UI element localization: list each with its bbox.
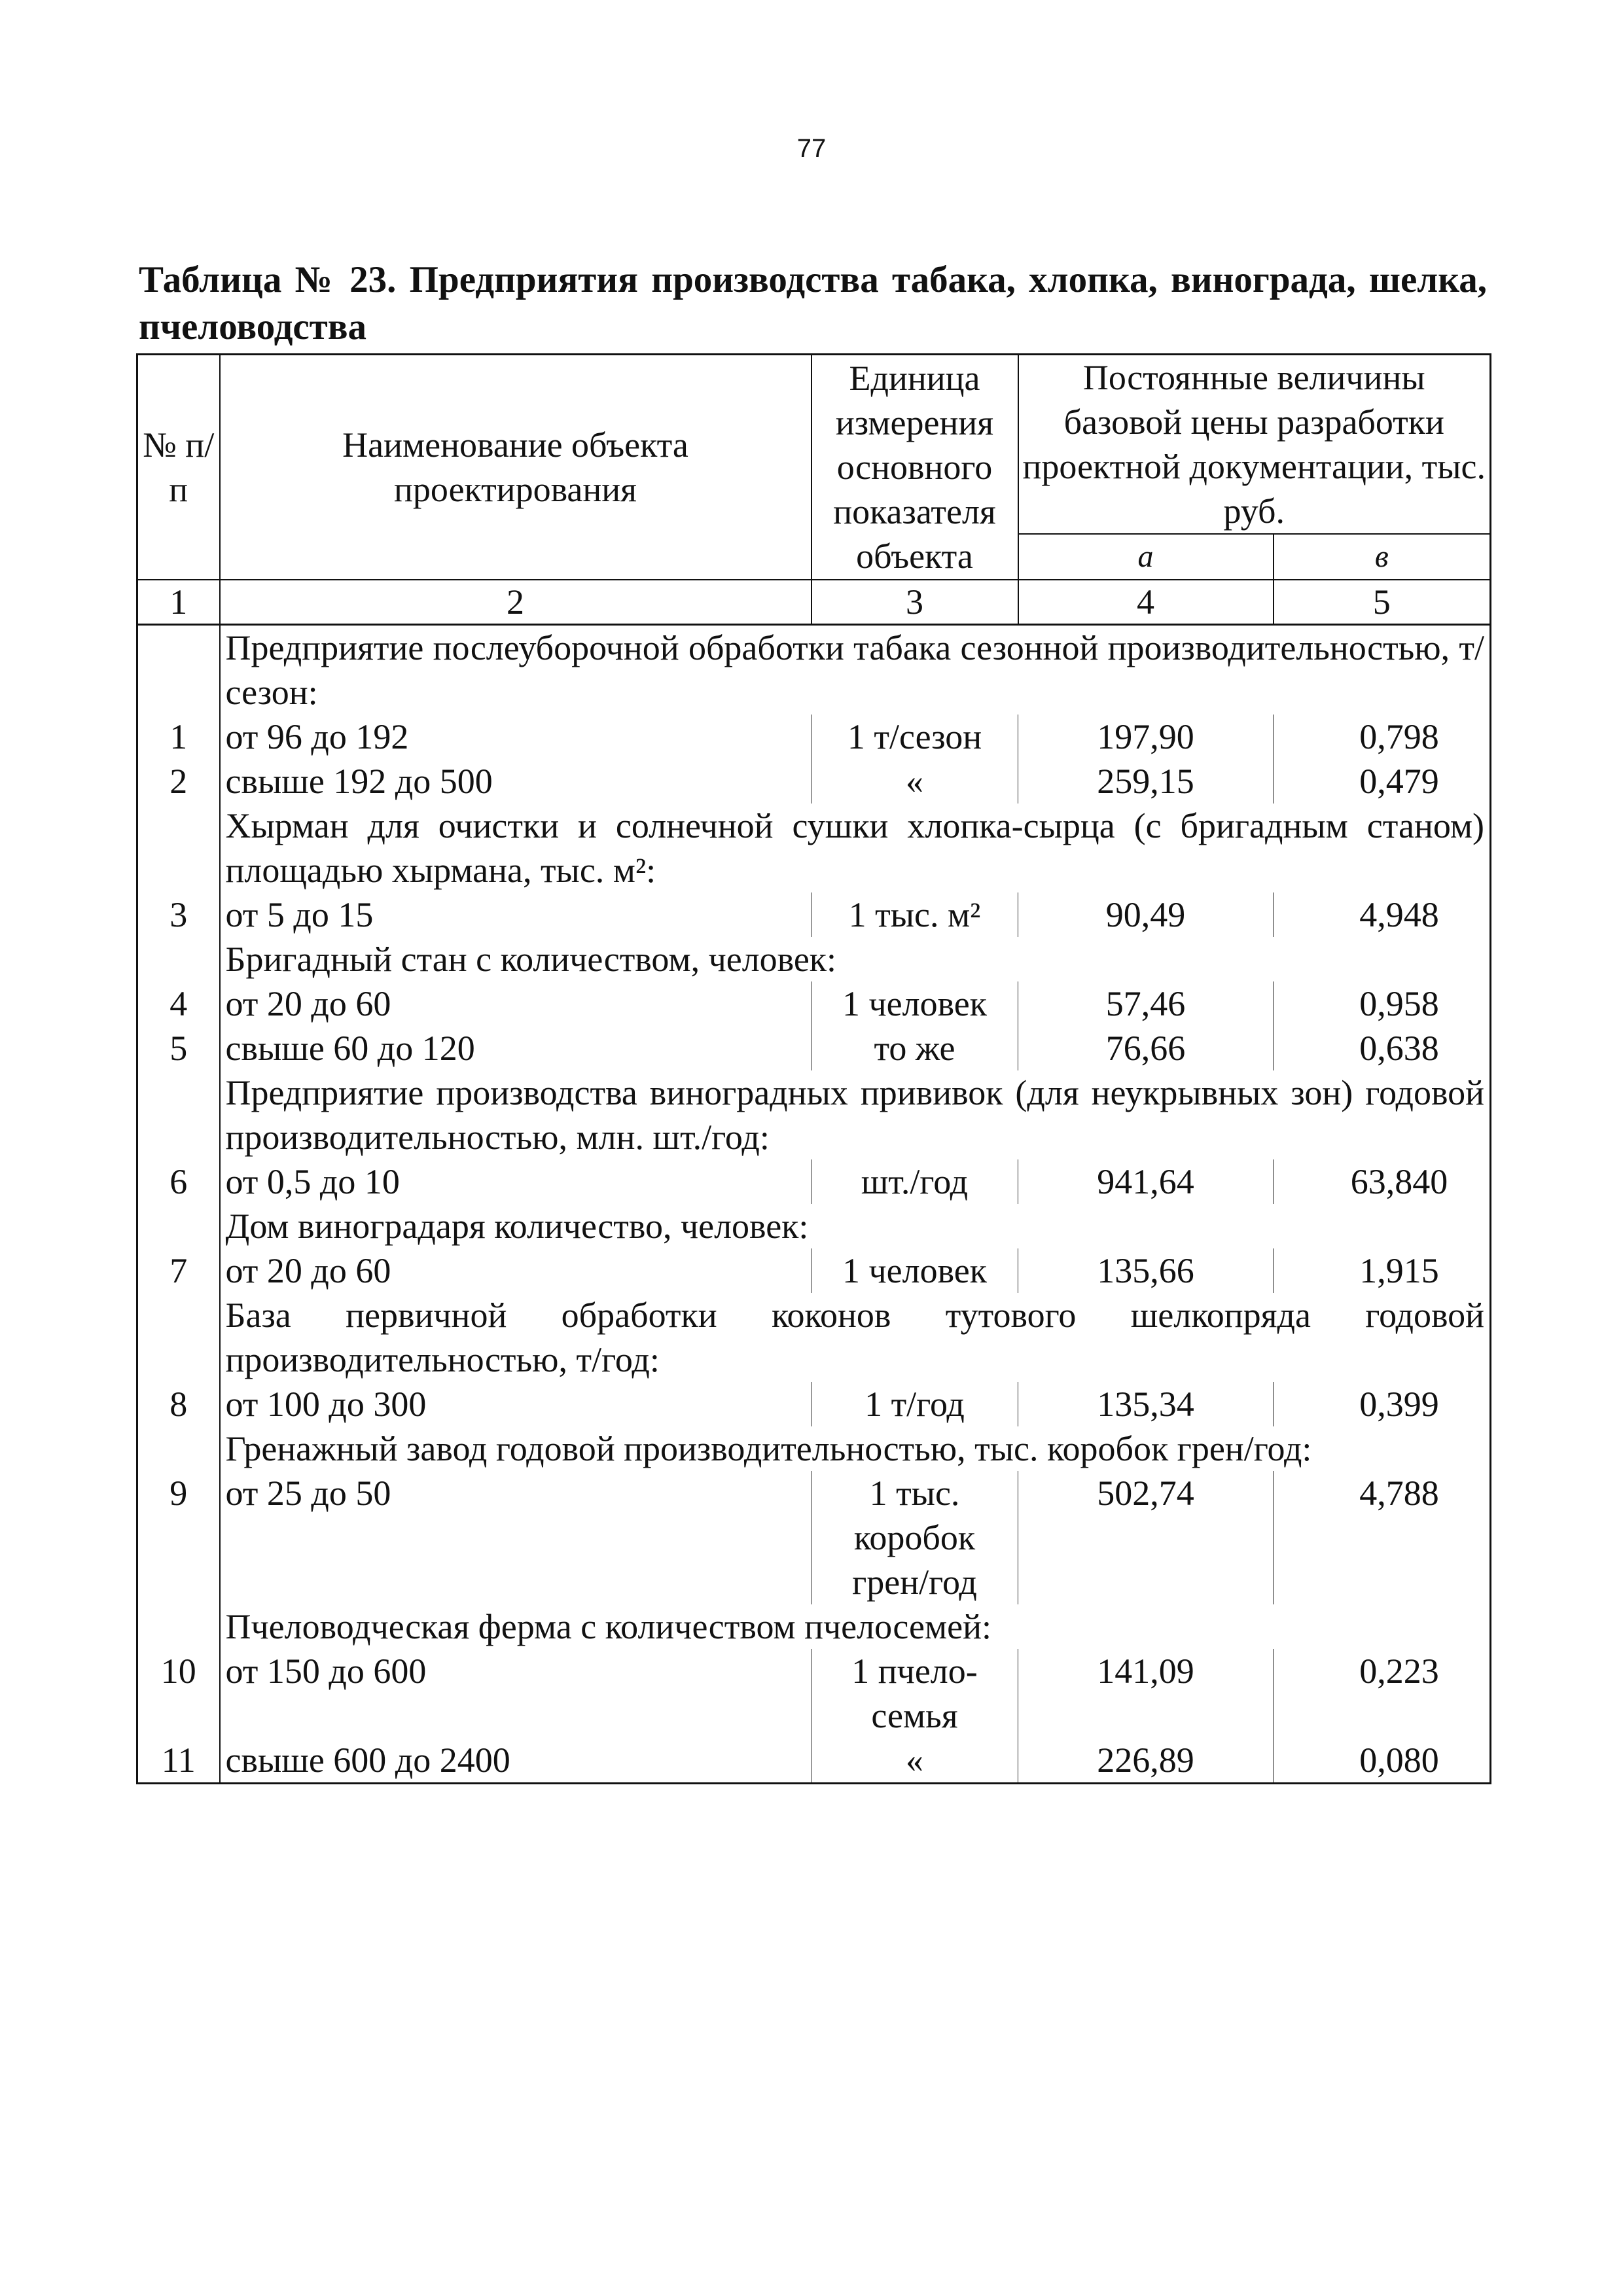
table-body <box>137 625 1491 1784</box>
row-number: 4 <box>137 981 220 1026</box>
value-a-cell: 57,46 <box>1018 981 1274 1026</box>
value-a-cell: 141,09 <box>1018 1649 1274 1738</box>
group-heading-row <box>137 937 1491 981</box>
object-range: от 5 до 15 <box>225 895 374 934</box>
column-number: 1 <box>137 580 220 625</box>
group-heading: Предприятие производства виноградных прививок (для неукрывных зон) годовой производительностью, млн. шт./год: <box>225 1073 1485 1157</box>
row-number-empty <box>137 625 220 715</box>
row-number: 2 <box>137 759 220 804</box>
row-number-empty <box>137 1426 220 1471</box>
object-range: от 150 до 600 <box>225 1651 427 1691</box>
group-heading: Дом виноградаря количество, человек: <box>225 1207 809 1246</box>
value-b-cell: 0,223 <box>1359 1651 1439 1691</box>
value-a-cell: 941,64 <box>1018 1159 1274 1204</box>
unit-cell: то же <box>812 1026 1018 1070</box>
row-number: 5 <box>137 1026 220 1070</box>
value-a-cell: 259,15 <box>1018 759 1274 804</box>
row-number: 9 <box>137 1471 220 1604</box>
value-a-cell: 502,74 <box>1018 1471 1274 1604</box>
table-row <box>137 759 1491 804</box>
row-number: 7 <box>137 1248 220 1293</box>
unit-cell: « <box>812 1738 1018 1784</box>
table-row <box>137 1159 1491 1204</box>
table-row <box>137 1382 1491 1426</box>
header-object-name: Наименование объекта проектирования <box>220 355 812 580</box>
column-number: 3 <box>812 580 1018 625</box>
value-b-cell: 63,840 <box>1350 1162 1448 1201</box>
object-range: от 25 до 50 <box>225 1474 391 1513</box>
header-sub-a: а <box>1018 534 1274 580</box>
table-row <box>137 892 1491 937</box>
unit-cell: 1 т/год <box>812 1382 1018 1426</box>
column-number: 5 <box>1274 580 1491 625</box>
unit-cell: 1 пчело-семья <box>812 1649 1018 1738</box>
object-range: от 20 до 60 <box>225 984 391 1023</box>
value-a-cell: 135,34 <box>1018 1382 1274 1426</box>
header-number: № п/п <box>137 355 220 580</box>
value-b-cell: 0,080 <box>1359 1740 1439 1780</box>
header-unit: Единица измерения основного показателя объекта <box>812 355 1018 580</box>
row-number: 11 <box>137 1738 220 1784</box>
row-number: 10 <box>137 1649 220 1738</box>
object-range: свыше 60 до 120 <box>225 1029 475 1068</box>
row-number-empty <box>137 1293 220 1382</box>
row-number-empty <box>137 937 220 981</box>
value-b-cell: 4,948 <box>1359 895 1439 934</box>
group-heading: База первичной обработки коконов тутового шелкопряда годовой производительностью, т/год: <box>225 1296 1485 1379</box>
value-a-cell: 197,90 <box>1018 715 1274 759</box>
table-row <box>137 1649 1491 1738</box>
group-heading-row <box>137 1426 1491 1471</box>
object-range: от 20 до 60 <box>225 1251 391 1290</box>
value-a-cell: 90,49 <box>1018 892 1274 937</box>
table-header <box>137 355 1491 625</box>
value-b-cell: 0,958 <box>1359 984 1439 1023</box>
table-row <box>137 1471 1491 1604</box>
value-a-cell: 226,89 <box>1018 1738 1274 1784</box>
unit-cell: 1 тыс. м² <box>812 892 1018 937</box>
header-base-price: Постоянные величины базовой цены разработки проектной документации, тыс. руб. <box>1018 355 1491 535</box>
group-heading-row <box>137 1293 1491 1382</box>
group-heading-row <box>137 1604 1491 1649</box>
object-range: свыше 600 до 2400 <box>225 1740 510 1780</box>
group-heading: Хырман для очистки и солнечной сушки хлопка-сырца (с бригадным станом) площадью хырмана, тыс. м²: <box>225 806 1485 890</box>
unit-cell: 1 человек <box>812 1248 1018 1293</box>
header-column-numbers <box>137 580 1491 625</box>
group-heading-row <box>137 625 1491 715</box>
column-number: 4 <box>1018 580 1274 625</box>
value-b-cell: 0,638 <box>1359 1029 1439 1068</box>
unit-cell: 1 человек <box>812 981 1018 1026</box>
value-b-cell: 0,479 <box>1359 762 1439 801</box>
value-b-cell: 1,915 <box>1359 1251 1439 1290</box>
group-heading: Бригадный стан с количеством, человек: <box>225 940 837 979</box>
group-heading: Предприятие послеуборочной обработки табака сезонной производительностью, т/сезон: <box>225 628 1485 712</box>
group-heading-row <box>137 1204 1491 1248</box>
value-a-cell: 76,66 <box>1018 1026 1274 1070</box>
object-range: от 96 до 192 <box>225 717 409 756</box>
row-number: 6 <box>137 1159 220 1204</box>
row-number-empty <box>137 1604 220 1649</box>
unit-cell: шт./год <box>812 1159 1018 1204</box>
row-number-empty <box>137 804 220 892</box>
row-number-empty <box>137 1070 220 1159</box>
unit-cell: « <box>812 759 1018 804</box>
row-number: 1 <box>137 715 220 759</box>
unit-cell: 1 т/сезон <box>812 715 1018 759</box>
group-heading-row <box>137 1070 1491 1159</box>
column-number: 2 <box>220 580 812 625</box>
table-row <box>137 981 1491 1026</box>
group-heading-row <box>137 804 1491 892</box>
table-row <box>137 1248 1491 1293</box>
unit-cell: 1 тыс. коробок грен/год <box>812 1471 1018 1604</box>
table-title: Таблица № 23. Предприятия производства табака, хлопка, винограда, шелка, пчеловодства <box>139 259 1487 347</box>
row-number-empty <box>137 1204 220 1248</box>
table-row <box>137 715 1491 759</box>
object-range: от 100 до 300 <box>225 1385 427 1424</box>
value-b-cell: 0,399 <box>1359 1385 1439 1424</box>
object-range: от 0,5 до 10 <box>225 1162 400 1201</box>
page-number: 77 <box>796 134 827 163</box>
header-sub-b: в <box>1274 534 1491 580</box>
table-row <box>137 1738 1491 1784</box>
group-heading: Гренажный завод годовой производительностью, тыс. коробок грен/год: <box>225 1429 1312 1468</box>
object-range: свыше 192 до 500 <box>225 762 493 801</box>
row-number: 8 <box>137 1382 220 1426</box>
value-b-cell: 0,798 <box>1359 717 1439 756</box>
row-number: 3 <box>137 892 220 937</box>
value-b-cell: 4,788 <box>1359 1474 1439 1513</box>
group-heading: Пчеловодческая ферма с количеством пчелосемей: <box>225 1607 992 1646</box>
table-row <box>137 1026 1491 1070</box>
value-a-cell: 135,66 <box>1018 1248 1274 1293</box>
price-table <box>136 353 1491 1784</box>
